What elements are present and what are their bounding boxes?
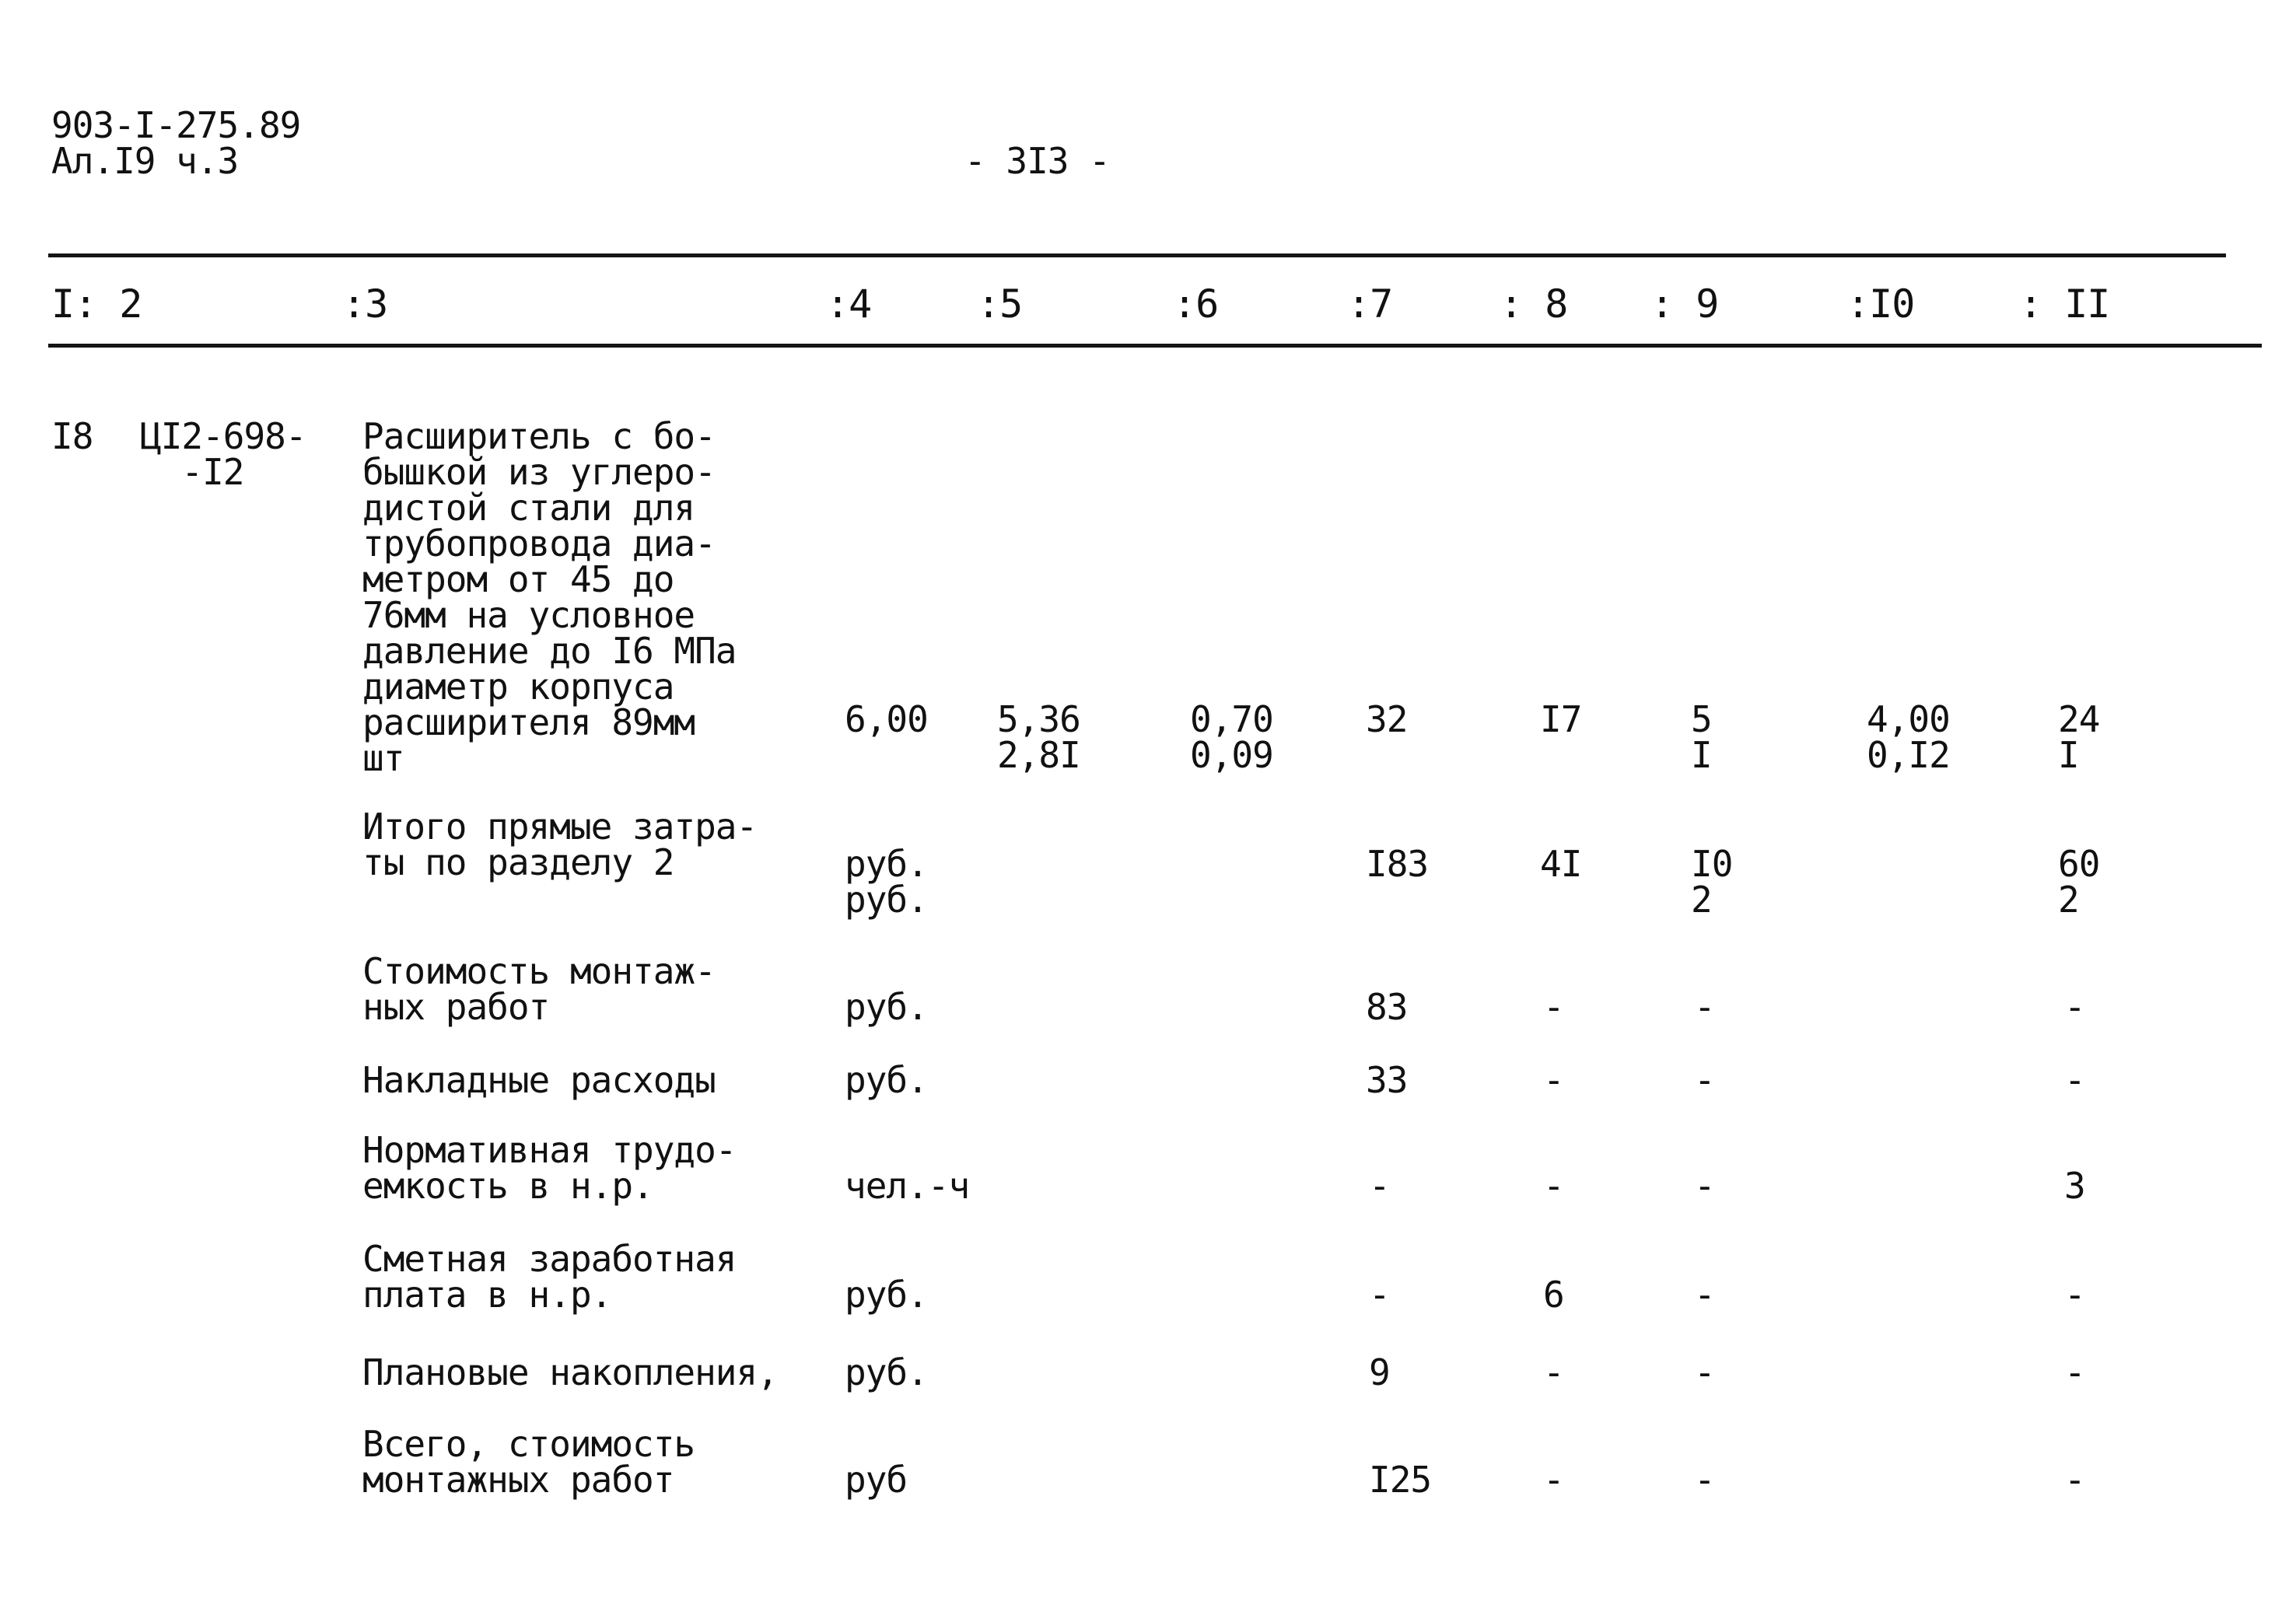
summary-unit: руб. руб. (845, 843, 928, 921)
summary-col8: 4I (1540, 843, 1582, 885)
summary-col8: 6 (1543, 1274, 1564, 1316)
col-header-3: :3 (342, 281, 388, 327)
summary-col11: - (2064, 1274, 2085, 1316)
summary-col7: - (1369, 1165, 1390, 1207)
header-bottom-rule (48, 344, 2262, 348)
item-col6: 0,70 0,09 (1190, 698, 1273, 776)
summary-col7: I25 (1369, 1459, 1432, 1501)
summary-col7: 33 (1366, 1059, 1408, 1101)
item-number: I8 (51, 415, 93, 457)
summary-label: Стоимость монтаж- ных работ (362, 950, 716, 1028)
summary-unit: руб. (845, 986, 928, 1028)
summary-col7: 9 (1369, 1351, 1390, 1393)
summary-col9: - (1694, 1165, 1715, 1207)
summary-col9: - (1694, 1059, 1715, 1101)
summary-col8: - (1543, 1165, 1564, 1207)
summary-col11: - (2064, 986, 2085, 1028)
summary-col9: - (1694, 986, 1715, 1028)
item-description: Расширитель с бо- бышкой из углеро- дистой стали для трубопровода диа- метром от 45 до 76мм на условное давление до I6 МПа диаметр корпуса расширителя 89мм шт (362, 415, 737, 779)
summary-col9: - (1694, 1459, 1715, 1501)
col-header-9: : 9 (1650, 281, 1719, 327)
summary-col8: - (1543, 1459, 1564, 1501)
summary-col8: - (1543, 986, 1564, 1028)
summary-col8: - (1543, 1059, 1564, 1101)
summary-col11: 60 2 (2058, 843, 2100, 921)
summary-label: Сметная заработная плата в н.р. (362, 1238, 737, 1316)
summary-label: Накладные расходы (362, 1059, 716, 1101)
col-header-7: :7 (1347, 281, 1393, 327)
col-header-6: :6 (1173, 281, 1219, 327)
summary-col9: I0 2 (1691, 843, 1733, 921)
summary-col11: - (2064, 1059, 2085, 1101)
page-number: - 3I3 - (964, 140, 1110, 182)
summary-col7: I83 (1366, 843, 1429, 885)
item-col9: 5 I (1691, 698, 1712, 776)
summary-unit: руб (845, 1459, 908, 1501)
item-col11: 24 I (2058, 698, 2100, 776)
summary-label: Всего, стоимость монтажных работ (362, 1423, 695, 1501)
summary-unit: руб. (845, 1059, 928, 1101)
summary-label: Нормативная трудо- емкость в н.р. (362, 1129, 737, 1207)
item-code: ЦI2-698- -I2 (140, 415, 306, 493)
col-header-10: :I0 (1846, 281, 1915, 327)
summary-col8: - (1543, 1351, 1564, 1393)
document-code: 903-I-275.89 (51, 104, 301, 146)
item-col10: 4,00 0,I2 (1867, 698, 1950, 776)
item-col5: 5,36 2,8I (997, 698, 1080, 776)
summary-col11: 3 (2064, 1165, 2085, 1207)
summary-label: Плановые накопления, (362, 1351, 778, 1393)
summary-col7: - (1369, 1274, 1390, 1316)
summary-label: Итого прямые затра- ты по разделу 2 (362, 806, 758, 883)
summary-col11: - (2064, 1459, 2085, 1501)
summary-unit: руб. (845, 1274, 928, 1316)
summary-unit: руб. (845, 1351, 928, 1393)
summary-col9: - (1694, 1274, 1715, 1316)
col-header-8: : 8 (1500, 281, 1568, 327)
item-col7: 32 (1366, 698, 1408, 740)
summary-col7: 83 (1366, 986, 1408, 1028)
col-header-5: :5 (977, 281, 1023, 327)
top-rule (48, 253, 2226, 257)
summary-col11: - (2064, 1351, 2085, 1393)
item-col8: I7 (1540, 698, 1582, 740)
col-header-11: : II (2019, 281, 2110, 327)
col-header-1-2: I: 2 (51, 281, 142, 327)
summary-unit: чел.-ч (845, 1165, 970, 1207)
item-quantity: 6,00 (845, 698, 928, 740)
summary-col9: - (1694, 1351, 1715, 1393)
album-part: Ал.I9 ч.3 (51, 140, 239, 182)
col-header-4: :4 (826, 281, 872, 327)
